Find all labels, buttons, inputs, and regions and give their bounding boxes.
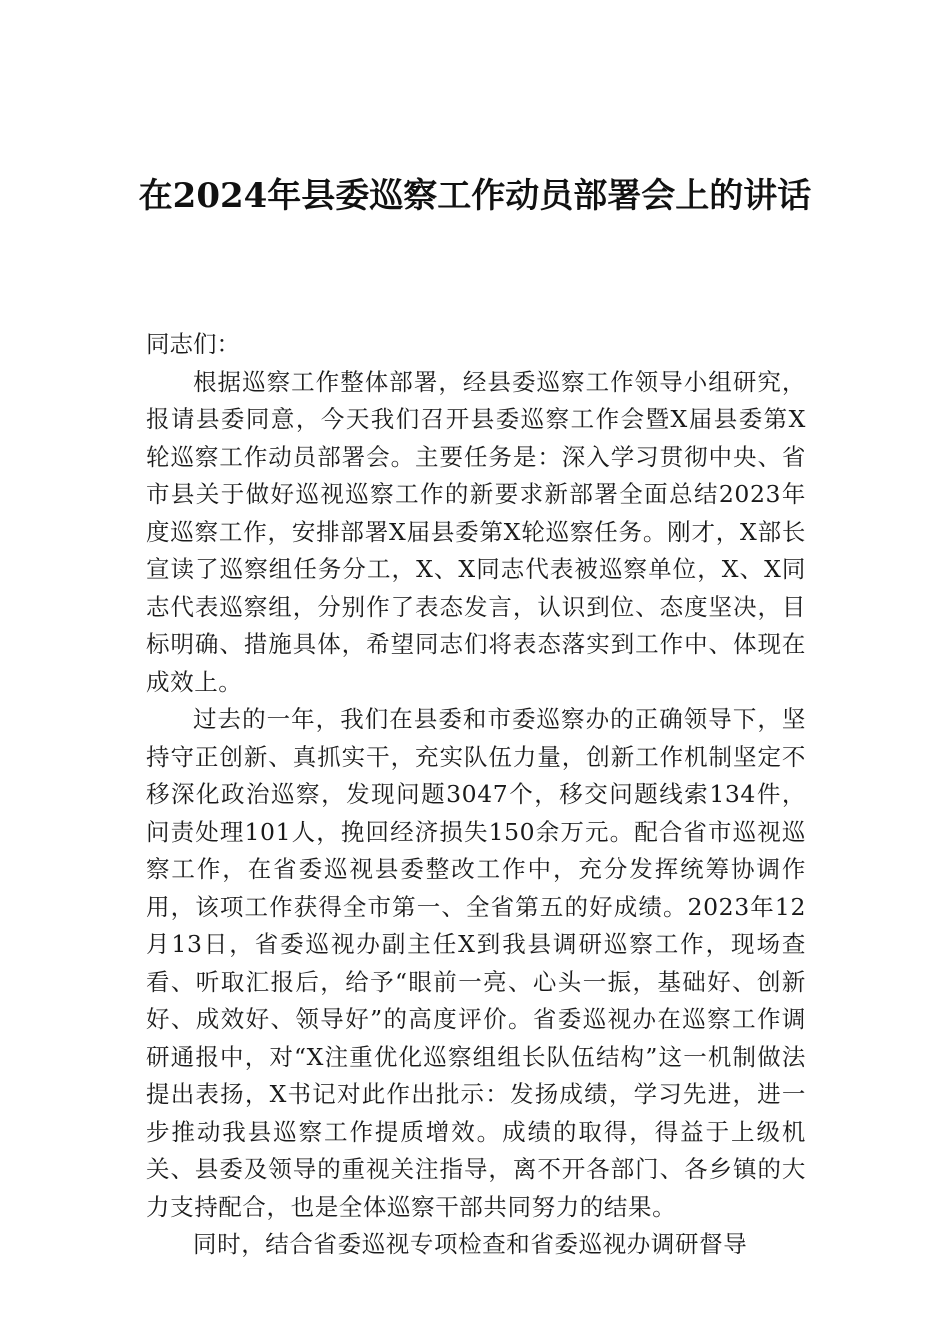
- paragraph-2: 过去的一年，我们在县委和市委巡察办的正确领导下，坚持守正创新、真抓实干，充实队伍力量，创新工作机制坚定不移深化政治巡察，发现问题3047个，移交问题线索134件，问责处理101人，挽回经济损失150余万元。配合省市巡视巡察工作，在省委巡视县委整改工作中，充分发挥统筹协调作用，该项工作获得全市第一、全省第五的好成绩。2023年12月13日，省委巡视办副主任X到我县调研巡察工作，现场查看、听取汇报后，给予“眼前一亮、心头一振，基础好、创新好、成效好、领导好”的高度评价。省委巡视办在巡察工作调研通报中，对“X注重优化巡察组组长队伍结构”这一机制做法提出表扬，X书记对此作出批示：发扬成绩，学习先进，进一步推动我县巡察工作提质增效。成绩的取得，得益于上级机关、县委及领导的重视关注指导，离不开各部门、各乡镇的大力支持配合，也是全体巡察干部共同努力的结果。: [146, 705, 806, 1221]
- document-body: [146, 326, 806, 1264]
- salutation: 同志们：: [146, 330, 240, 358]
- paragraph-1: 根据巡察工作整体部署，经县委巡察工作领导小组研究，报请县委同意，今天我们召开县委巡察工作会暨X届县委第X轮巡察工作动员部署会。主要任务是：深入学习贯彻中央、省市县关于做好巡视巡察工作的新要求新部署全面总结2023年度巡察工作，安排部署X届县委第X轮巡察任务。刚才，X部长宣读了巡察组任务分工，X、X同志代表被巡察单位，X、X同志代表巡察组，分别作了表态发言，认识到位、态度坚决，目标明确、措施具体，希望同志们将表态落实到工作中、体现在成效上。: [146, 367, 806, 696]
- document-title: 在2024年县委巡察工作动员部署会上的讲话: [138, 176, 812, 216]
- paragraph-3: 同时，结合省委巡视专项检查和省委巡视办调研督导: [193, 1230, 748, 1258]
